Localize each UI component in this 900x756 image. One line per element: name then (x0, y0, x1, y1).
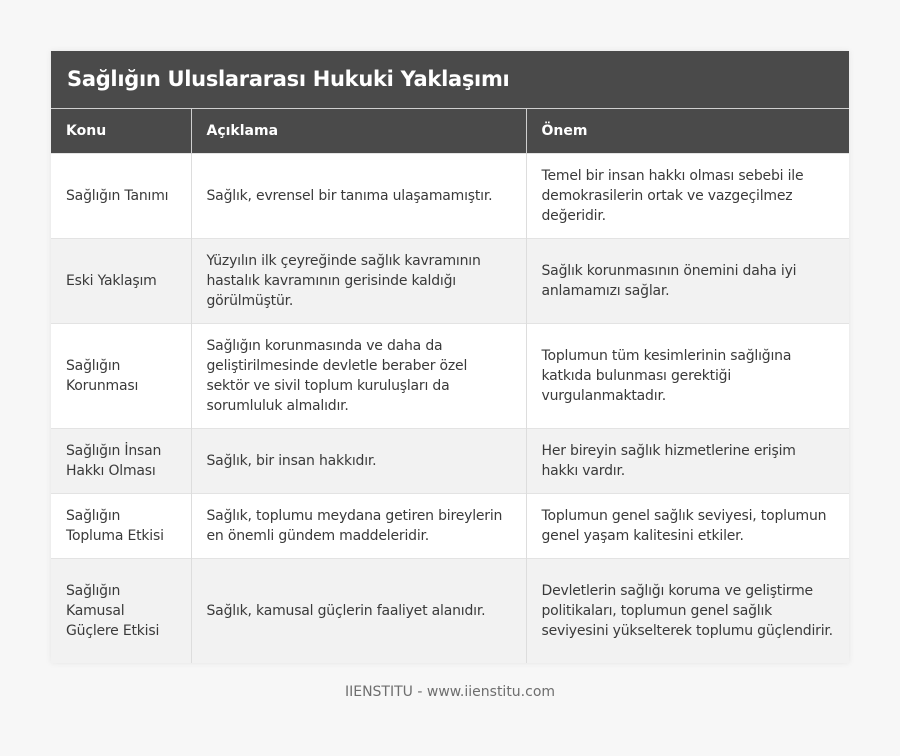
cell-aciklama: Sağlık, bir insan hakkıdır. (191, 429, 526, 494)
table-row (51, 429, 849, 494)
table-row (51, 154, 849, 239)
column-header-onem: Önem (526, 109, 849, 154)
cell-aciklama: Sağlık, kamusal güçlerin faaliyet alanıdır. (191, 559, 526, 664)
cell-konu: Sağlığın Tanımı (51, 154, 191, 239)
page-title: Sağlığın Uluslararası Hukuki Yaklaşımı (51, 51, 849, 108)
cell-onem: Sağlık korunmasının önemini daha iyi anlamamızı sağlar. (526, 239, 849, 324)
cell-konu: Sağlığın İnsan Hakkı Olması (51, 429, 191, 494)
cell-konu: Sağlığın Kamusal Güçlere Etkisi (51, 559, 191, 664)
footer-credit: IIENSTITU - www.iienstitu.com (344, 684, 556, 700)
cell-aciklama: Sağlık, evrensel bir tanıma ulaşamamıştır. (191, 154, 526, 239)
table-header-row (51, 109, 849, 154)
cell-konu: Eski Yaklaşım (51, 239, 191, 324)
cell-aciklama: Sağlık, toplumu meydana getiren bireylerin en önemli gündem maddeleridir. (191, 494, 526, 559)
cell-aciklama: Sağlığın korunmasında ve daha da geliştirilmesinde devletle beraber özel sektör ve sivil toplum kuruluşları da sorumluluk almalıdır. (191, 324, 526, 429)
cell-konu: Sağlığın Korunması (51, 324, 191, 429)
table-row (51, 494, 849, 559)
column-header-aciklama: Açıklama (191, 109, 526, 154)
cell-onem: Toplumun tüm kesimlerinin sağlığına katkıda bulunması gerektiği vurgulanmaktadır. (526, 324, 849, 429)
cell-onem: Temel bir insan hakkı olması sebebi ile demokrasilerin ortak ve vazgeçilmez değeridir. (526, 154, 849, 239)
cell-onem: Devletlerin sağlığı koruma ve geliştirme politikaları, toplumun genel sağlık seviyesini yükselterek toplumu güçlendirir. (526, 559, 849, 664)
table-card (51, 51, 849, 663)
data-table (51, 108, 849, 663)
column-header-konu: Konu (51, 109, 191, 154)
cell-onem: Toplumun genel sağlık seviyesi, toplumun genel yaşam kalitesini etkiler. (526, 494, 849, 559)
cell-onem: Her bireyin sağlık hizmetlerine erişim hakkı vardır. (526, 429, 849, 494)
table-row (51, 324, 849, 429)
table-row (51, 559, 849, 664)
table-row (51, 239, 849, 324)
cell-konu: Sağlığın Topluma Etkisi (51, 494, 191, 559)
cell-aciklama: Yüzyılın ilk çeyreğinde sağlık kavramının hastalık kavramının gerisinde kaldığı görülmüştür. (191, 239, 526, 324)
